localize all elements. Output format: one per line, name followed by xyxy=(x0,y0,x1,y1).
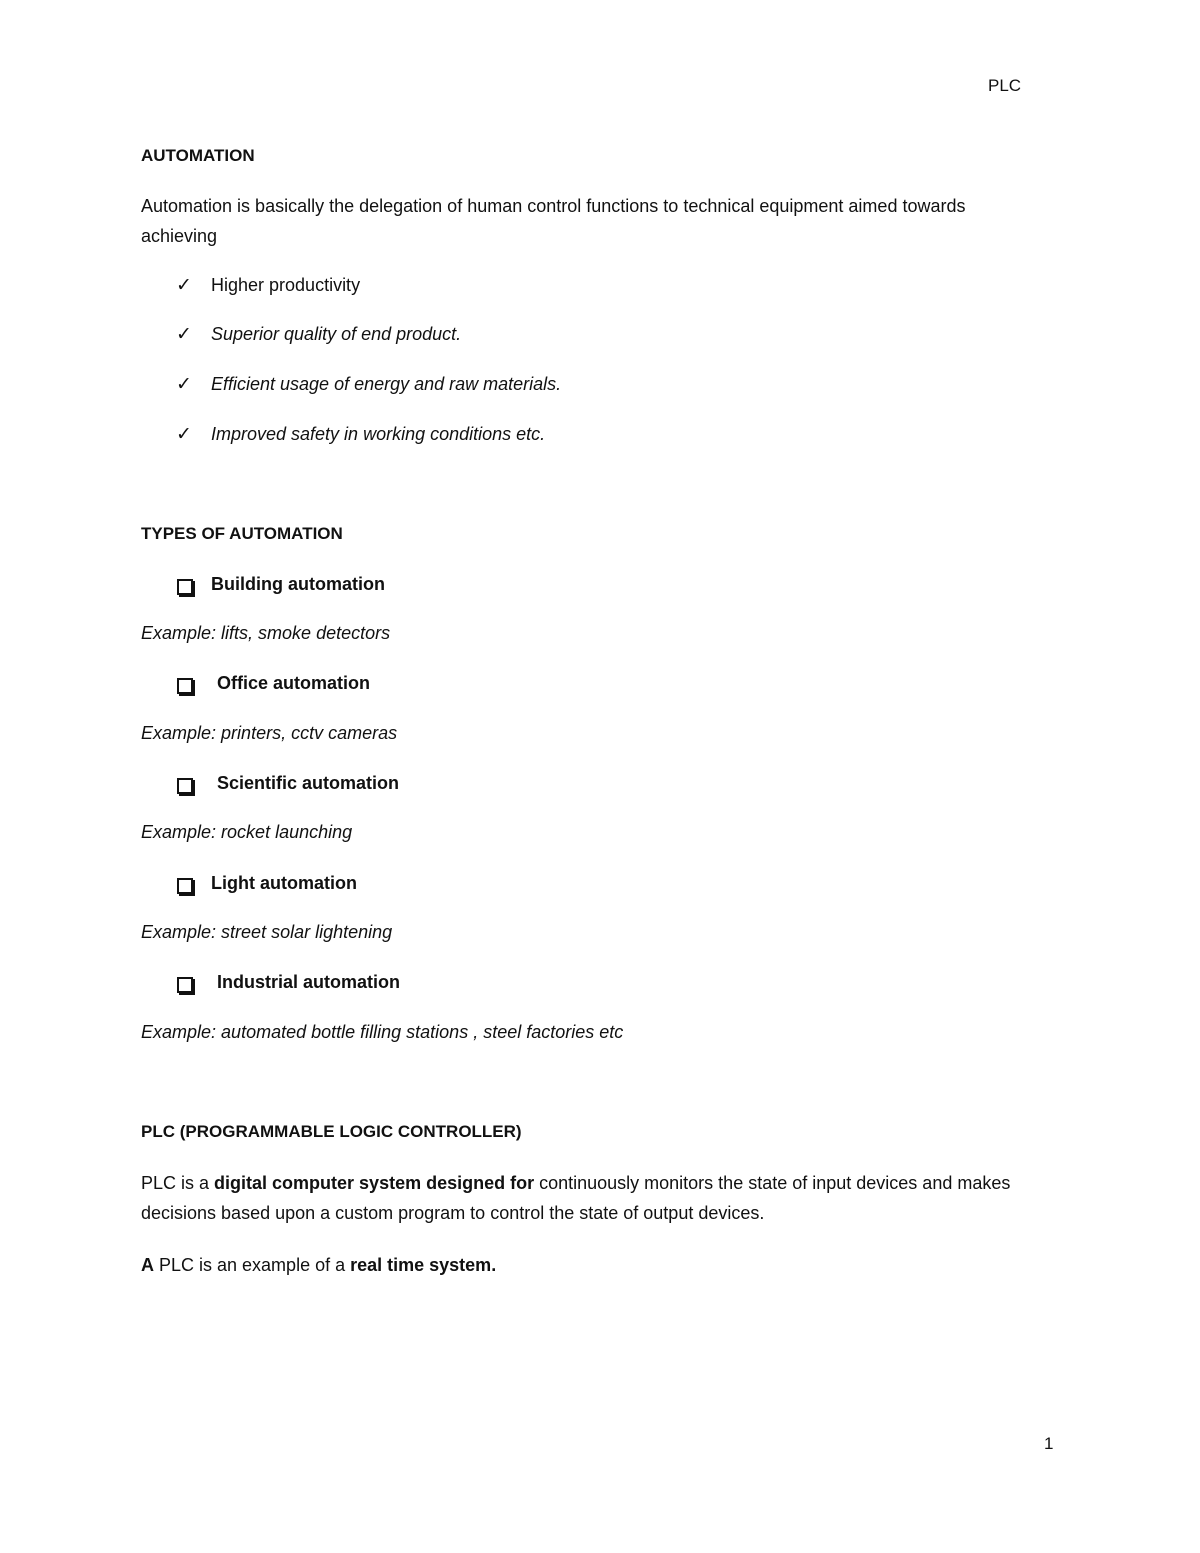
checkmark-icon: ✓ xyxy=(176,275,192,296)
checkmark-icon: ✓ xyxy=(176,424,192,445)
plc-definition xyxy=(141,1168,1041,1228)
benefit-item: Improved safety in working conditions etc. xyxy=(211,424,546,444)
checkmark-icon: ✓ xyxy=(176,324,192,345)
automation-intro: Automation is basically the delegation of human control functions to technical equipment aimed towards achieving xyxy=(141,196,966,246)
example-prefix: Example: xyxy=(141,822,217,842)
example-text: printers, cctv cameras xyxy=(216,723,398,743)
benefit-item: Higher productivity xyxy=(211,275,361,295)
automation-heading: AUTOMATION xyxy=(141,146,255,165)
type-title: Light automation xyxy=(211,873,357,893)
example-text: lifts, smoke detectors xyxy=(216,623,391,643)
square-bullet-icon xyxy=(177,878,193,894)
square-bullet-icon xyxy=(177,778,193,794)
type-example xyxy=(141,1022,623,1043)
plc-realtime-text: PLC is an example of a xyxy=(154,1255,351,1275)
running-header: PLC xyxy=(988,76,1022,95)
plc-realtime-emphasis: real time system. xyxy=(350,1255,497,1275)
square-bullet-icon xyxy=(177,977,193,993)
square-bullet-icon xyxy=(177,579,193,595)
square-bullet-icon xyxy=(177,678,193,694)
plc-realtime-article: A xyxy=(141,1255,154,1275)
type-title: Scientific automation xyxy=(217,773,400,793)
type-title: Industrial automation xyxy=(217,972,401,992)
example-text: street solar lightening xyxy=(216,922,393,942)
example-text: rocket launching xyxy=(216,822,353,842)
plc-definition-emphasis: digital computer system designed for xyxy=(214,1173,535,1193)
example-prefix: Example: xyxy=(141,723,217,743)
type-title: Office automation xyxy=(217,673,371,693)
benefit-item: Superior quality of end product. xyxy=(211,324,462,344)
types-heading: TYPES OF AUTOMATION xyxy=(141,524,343,543)
example-prefix: Example: xyxy=(141,1022,217,1042)
page-number: 1 xyxy=(1044,1434,1054,1453)
plc-heading: PLC (PROGRAMMABLE LOGIC CONTROLLER) xyxy=(141,1122,522,1141)
type-example xyxy=(141,723,397,744)
plc-realtime-statement xyxy=(141,1250,1041,1280)
type-example xyxy=(141,922,392,943)
example-prefix: Example: xyxy=(141,623,217,643)
type-example xyxy=(141,822,352,843)
plc-definition-rest: continuously monitors the state of input devices and makes decisions based upon a custom program to control the state of output devices. xyxy=(141,1173,1011,1223)
plc-definition-start: PLC is a xyxy=(141,1173,215,1193)
example-prefix: Example: xyxy=(141,922,217,942)
checkmark-icon: ✓ xyxy=(176,374,192,395)
example-text: automated bottle filling stations , steel factories etc xyxy=(216,1022,624,1042)
type-example xyxy=(141,623,390,644)
type-title: Building automation xyxy=(211,574,385,594)
benefit-item: Efficient usage of energy and raw materials. xyxy=(211,374,562,394)
